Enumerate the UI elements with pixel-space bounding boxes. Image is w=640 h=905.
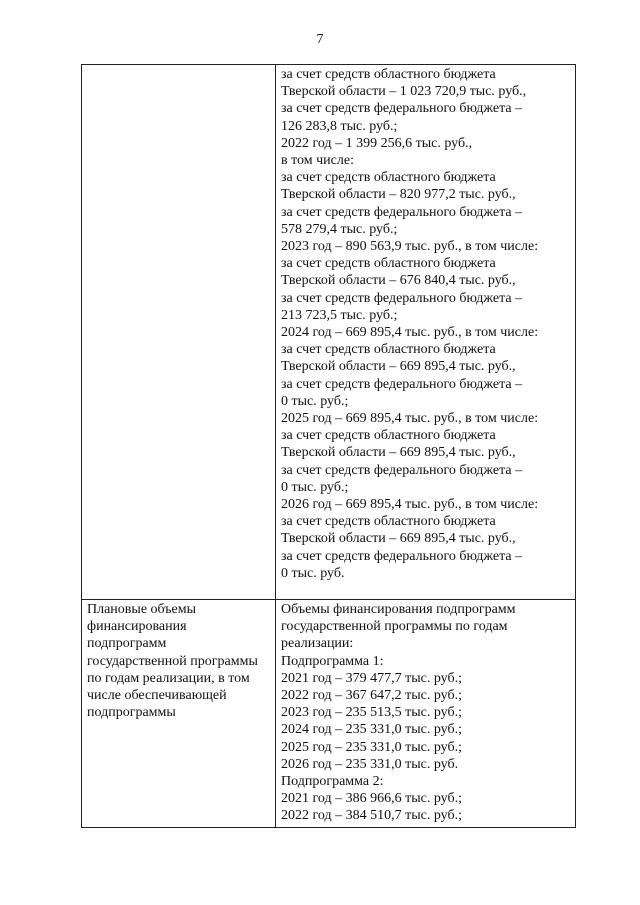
text-line: за счет средств федерального бюджета – [281, 548, 523, 564]
table-cell-value [276, 65, 576, 600]
table-row [82, 600, 576, 828]
text-line: 2025 год – 235 331,0 тыс. руб.; [281, 739, 462, 755]
text-line: 126 283,8 тыс. руб.; [281, 118, 398, 134]
text-line: подпрограмм [87, 636, 167, 652]
text-line: за счет средств областного бюджета [281, 514, 496, 530]
text-line: по годам реализации, в том [87, 670, 250, 686]
text-line: 2022 год – 367 647,2 тыс. руб.; [281, 688, 462, 704]
text-line: Тверской области – 1 023 720,9 тыс. руб., [281, 84, 527, 100]
text-line: 578 279,4 тыс. руб.; [281, 221, 398, 237]
text-line: за счет средств федерального бюджета – [281, 290, 523, 306]
cell-text [281, 66, 570, 582]
text-line: 2021 год – 379 477,7 тыс. руб.; [281, 670, 462, 686]
text-line: государственной программы [87, 653, 258, 669]
text-line: за счет средств федерального бюджета – [281, 462, 523, 478]
text-line: 0 тыс. руб.; [281, 479, 349, 495]
page-number: 7 [316, 32, 324, 47]
text-line: Тверской области – 820 977,2 тыс. руб., [281, 187, 516, 203]
table-cell-label [82, 65, 276, 600]
text-line: 2023 год – 890 563,9 тыс. руб., в том числе: [281, 239, 539, 255]
text-line: Подпрограмма 2: [281, 774, 384, 790]
text-line: Плановые объемы [87, 602, 197, 617]
text-line: реализации: [281, 636, 354, 652]
text-line: 2026 год – 669 895,4 тыс. руб., в том числе: [281, 497, 539, 513]
cell-text [281, 601, 570, 825]
text-line: за счет средств областного бюджета [281, 342, 496, 358]
text-line: за счет средств областного бюджета [281, 428, 496, 444]
text-line: в том числе: [281, 153, 354, 169]
text-line: 2021 год – 386 966,6 тыс. руб.; [281, 791, 462, 807]
text-line: 2022 год – 384 510,7 тыс. руб.; [281, 808, 462, 824]
text-line: за счет средств областного бюджета [281, 67, 496, 82]
text-line: 0 тыс. руб.; [281, 393, 349, 409]
text-line: финансирования [87, 619, 187, 635]
text-line: 2022 год – 1 399 256,6 тыс. руб., [281, 135, 473, 151]
text-line: государственной программы по годам [281, 619, 508, 635]
text-line: Тверской области – 669 895,4 тыс. руб., [281, 359, 516, 375]
text-line: за счет средств областного бюджета [281, 256, 496, 272]
table-cell-label [82, 600, 276, 828]
text-line: числе обеспечивающей [87, 688, 227, 704]
cell-text [87, 601, 270, 721]
text-line: 0 тыс. руб. [281, 565, 345, 581]
text-line: 213 723,5 тыс. руб.; [281, 307, 398, 323]
table-cell-value [276, 600, 576, 828]
text-line: 2024 год – 669 895,4 тыс. руб., в том числе: [281, 325, 539, 341]
text-line: 2026 год – 235 331,0 тыс. руб. [281, 756, 459, 772]
text-line: 2025 год – 669 895,4 тыс. руб., в том числе: [281, 411, 539, 427]
text-line: подпрограммы [87, 705, 176, 721]
text-line: Объемы финансирования подпрограмм [281, 602, 516, 617]
text-line: Тверской области – 669 895,4 тыс. руб., [281, 531, 516, 547]
text-line: 2024 год – 235 331,0 тыс. руб.; [281, 722, 462, 738]
text-line: за счет средств федерального бюджета – [281, 204, 523, 220]
text-line: Тверской области – 669 895,4 тыс. руб., [281, 445, 516, 461]
program-table [81, 64, 576, 828]
text-line: Тверской области – 676 840,4 тыс. руб., [281, 273, 516, 289]
text-line: за счет средств федерального бюджета – [281, 376, 523, 392]
text-line: за счет средств федерального бюджета – [281, 101, 523, 117]
text-line: Подпрограмма 1: [281, 653, 384, 669]
text-line: за счет средств областного бюджета [281, 170, 496, 186]
table-row [82, 65, 576, 600]
text-line: 2023 год – 235 513,5 тыс. руб.; [281, 705, 462, 721]
